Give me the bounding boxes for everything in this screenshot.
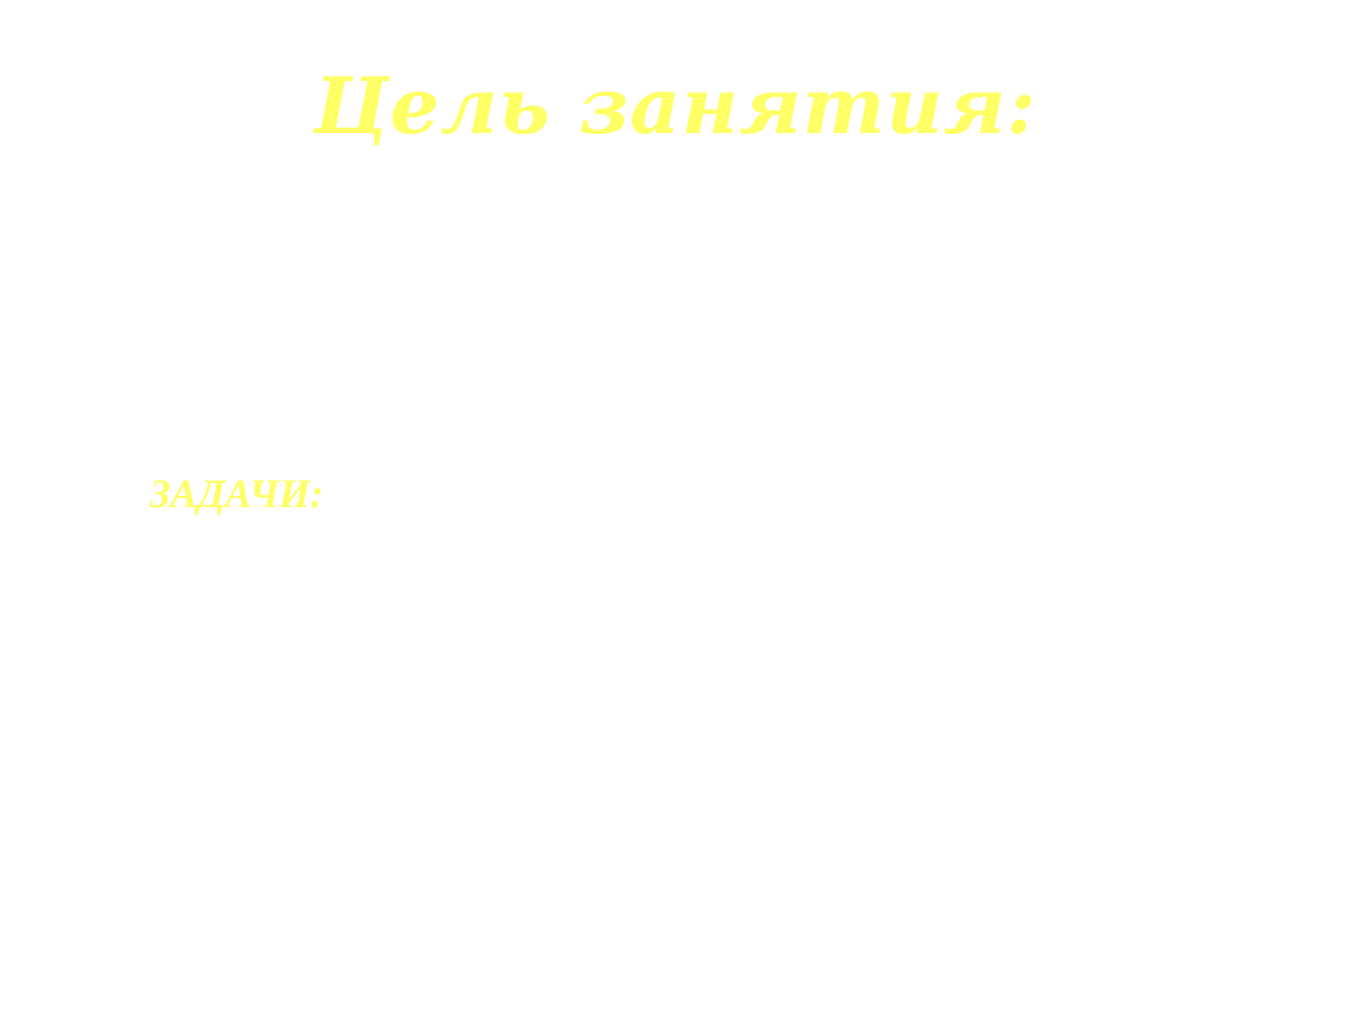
tasks-heading: ЗАДАЧИ:: [150, 471, 324, 516]
slide-title: Цель занятия:: [313, 61, 1037, 152]
